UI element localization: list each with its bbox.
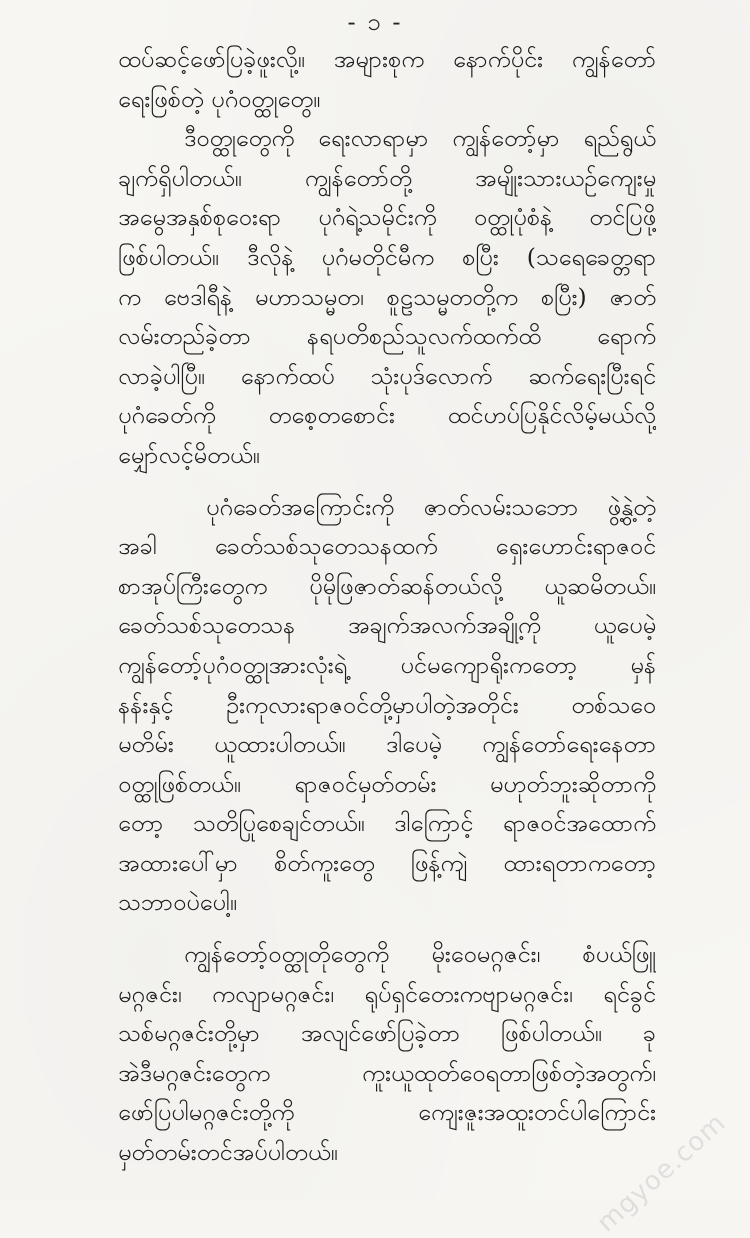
text-line: လာခဲ့ပါပြီ။ နောက်ထပ် သုံးပုဒ်လောက် ဆက်ရေးပြီးရင် [118, 361, 656, 390]
paragraph-4 [118, 935, 656, 1173]
paragraph-2 [118, 119, 656, 475]
text-line: တော့ သတိပြုစေချင်တယ်။ ဒါကြောင့် ရာဇဝင်အထောက် [118, 809, 656, 838]
text-line: ကျွန်တော့်ဝတ္ထုတိုတွေကို မိုးဝေမဂ္ဂဇင်း၊ စံပယ်ဖြူ [184, 940, 656, 969]
text-line: လမ်းတည်ခဲ့တာ နရပတိစည်သူလက်ထက်ထိ ရောက် [118, 322, 656, 351]
text-line: ကျွန်တော့်ပုဂံဝတ္ထုအားလုံးရဲ့ ပင်မကျောရိုးကတော့ မှန် [118, 650, 656, 679]
text-line: အထားပေါ်မှာ စိတ်ကူးတွေ ဖြန့်ကျဲ ထားရတာကတော့ [118, 848, 656, 877]
text-line: မတိမ်း ယူထားပါတယ်။ ဒါပေမဲ့ ကျွန်တော်ရေးနေတာ [118, 730, 656, 759]
text-line: ဒီဝတ္ထုတွေကို ရေးလာရာမှာ ကျွန်တော့်မှာ ရည်ရွယ် [184, 124, 656, 153]
paragraph-3 [118, 488, 656, 924]
text-line: ရေးဖြစ်တဲ့ ပုဂံဝတ္ထုတွေ။ [118, 84, 321, 113]
body-text [118, 40, 656, 1173]
text-line: ဖော်ပြပါမဂ္ဂဇင်းတို့ကို ကျေးဇူးအထူးတင်ပါကြောင်း [118, 1098, 656, 1127]
text-line: ခေတ်သစ်သုတေသန အချက်အလက်အချို့ကို ယူပေမဲ့ [118, 611, 656, 640]
text-line: မှတ်တမ်းတင်အပ်ပါတယ်။ [118, 1138, 338, 1167]
watermark: mgyoe.com [591, 1107, 732, 1238]
text-line: မျှော်လင့်မိတယ်။ [118, 440, 260, 469]
text-line: အမွေအနှစ်စုဝေးရာ ပုဂံရဲ့သမိုင်းကို ဝတ္ထုပုံစံနဲ့ တင်ပြဖို့ [118, 203, 656, 232]
text-line: နန်းနှင့် ဦးကုလားရာဇဝင်တို့မှာပါတဲ့အတိုင်း တစ်သဝေ [118, 690, 656, 719]
text-line: အခါ ခေတ်သစ်သုတေသနထက် ရှေးဟောင်းရာဇဝင် [118, 532, 656, 561]
text-line: ပုဂံခေတ်ကို တစေ့တစောင်း ထင်ဟပ်ပြနိုင်လိမ့်မယ်လို့ [118, 401, 656, 430]
text-line: အဲဒီမဂ္ဂဇင်းတွေက ကူးယူထုတ်ဝေရတာဖြစ်တဲ့အတွက်၊ [118, 1058, 656, 1087]
text-line: ဖြစ်ပါတယ်။ ဒီလိုနဲ့ ပုဂံမတိုင်မီက စပြီး (သရေခေတ္တရာ [118, 242, 656, 271]
text-line: ထပ်ဆင့်ဖော်ပြခဲ့ဖူးလို့။ အများစုက နောက်ပိုင်း ကျွန်တော် [118, 45, 656, 73]
text-line: က ဗေဒါရီနဲ့ မဟာသမ္မတ၊ စူဠသမ္မတတို့က စပြီး) ဇာတ် [118, 282, 656, 311]
paragraph-1 [118, 40, 656, 119]
text-line: မဂ္ဂဇင်း၊ ကလျာမဂ္ဂဇင်း၊ ရုပ်ရှင်တေးကဗျာမဂ္ဂဇင်း၊ ရင်ခွင် [118, 979, 656, 1008]
page-number: - ၁ - [347, 8, 403, 36]
text-line: ပုဂံခေတ်အကြောင်းကို ဇာတ်လမ်းသဘော ဖွဲ့နွဲ့တဲ့ [206, 492, 656, 521]
text-line: သဘာဝပဲပေါ့။ [118, 888, 237, 917]
text-line: ဝတ္ထုဖြစ်တယ်။ ရာဇဝင်မှတ်တမ်း မဟုတ်ဘူးဆိုတာကို [118, 769, 656, 798]
text-line: ချက်ရှိပါတယ်။ ကျွန်တော်တို့ အမျိုးသားယဉ်ကျေးမှု [118, 163, 656, 192]
text-line: စာအုပ်ကြီးတွေက ပိုမိုဖြဇာတ်ဆန်တယ်လို့ ယူဆမိတယ်။ [118, 571, 656, 600]
text-line: သစ်မဂ္ဂဇင်းတို့မှာ အလျင်ဖော်ပြခဲ့တာ ဖြစ်ပါတယ်။ ခု [118, 1019, 656, 1048]
